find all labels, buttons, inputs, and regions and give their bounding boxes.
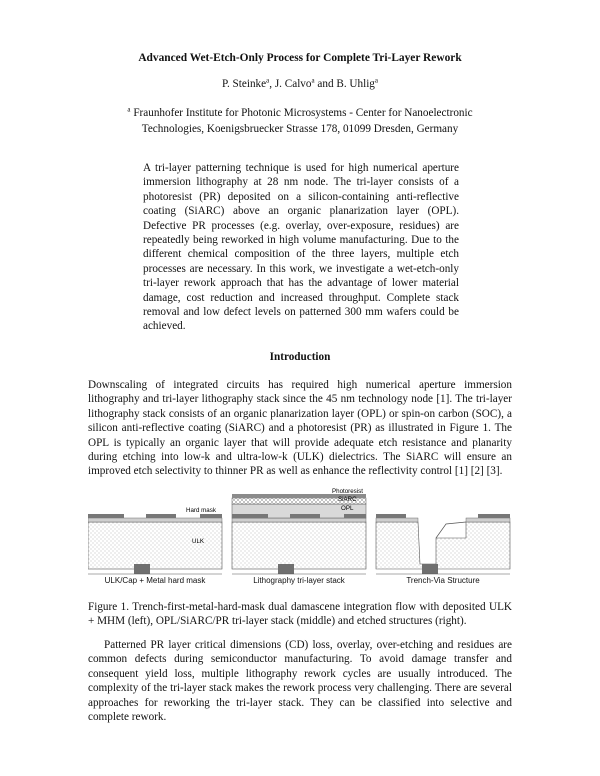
affiliation-mark: a [374,76,379,85]
ulk-layer [88,522,222,569]
hardmask-block [146,514,176,518]
cap-layer [376,518,418,522]
panel-ulk-hardmask [88,507,222,574]
cap-layer [232,518,366,522]
panel-trilayer-stack [232,488,366,574]
panel-caption-ulk: ULK/Cap + Metal hard mask [104,576,206,585]
hardmask-block [88,514,124,518]
label-siarc: SiARC [338,496,357,503]
label-ulk: ULK [192,538,205,545]
author-name: P. Steinke [221,78,267,90]
panel-trench-via [376,514,510,574]
affiliation-line-1: Fraunhofer Institute for Photonic Microsystems - Center for Nanoelectronic [130,107,473,119]
hardmask-block [344,514,366,518]
author-list [0,78,600,90]
affiliation [100,106,500,137]
figure-1-caption: Figure 1. Trench-first-metal-hard-mask dual damascene integration flow with deposited ULK + MHM (left), OPL/SiARC/PR tri-layer stack (middle) and etched structures (right). [88,601,512,628]
panel-caption-trilayer: Lithography tri-layer stack [253,576,345,585]
affiliation-mark: a [311,76,315,85]
label-hardmask: Hard mask [186,507,216,514]
hardmask-block [376,514,406,518]
hardmask-block [200,514,222,518]
affiliation-mark: a [127,105,131,114]
author-name: B. Uhlig [336,78,375,90]
etched-ulk [376,522,510,569]
trench-edge [436,522,466,538]
paper-title: Advanced Wet-Etch-Only Process for Complete Tri-Layer Rework [138,52,462,64]
figure-1 [88,486,512,590]
section-heading-introduction: Introduction [269,351,331,363]
hardmask-block [290,514,320,518]
author-name: J. Calvo [274,78,312,90]
metal-contact [134,564,150,574]
author-separator: and [314,78,337,90]
affiliation-line-2: Technologies, Koenigsbruecker Strasse 178, 01099 Dresden, Germany [141,122,459,135]
hardmask-block [232,514,268,518]
affiliation-mark: a [266,76,270,85]
figure-1-diagram [88,486,512,590]
ulk-layer [232,522,366,569]
cap-layer [88,518,222,522]
metal-contact [278,564,294,574]
author-separator: , [269,78,275,90]
label-opl: OPL [341,505,354,512]
metal-contact [422,564,438,574]
label-photoresist: Photoresist [332,488,363,495]
abstract: A tri-layer patterning technique is used for high numerical aperture immersion lithography at 28 nm node. The tri-layer consists of a photoresist (PR) deposited on a silicon-containing anti-reflective coating (SiARC) above an organic planarization layer (OPL). Defective PR processes (e.g. overlay, over-exposure, residues) are repeatedly being reworked in high volume manufacturing. Due to the different chemical composition of the three layers, multiple etch processes are necessary. In this work, we investigate a wet-etch-only tri-layer rework approach that has the advantage of lower material damage, cost reduction and increased throughput. Complete stack removal and low defect levels on patterned 300 mm wafers could be achieved. [143,162,459,333]
hardmask-block [478,514,510,518]
panel-caption-trench-via: Trench-Via Structure [406,576,480,585]
intro-paragraph-1: Downscaling of integrated circuits has required high numerical aperture immersion lithography and tri-layer lithography stack since the 45 nm technology node [1]. The tri-layer lithography stack consists of an organic planarization layer (OPL) or spin-on carbon (SOC), a silicon anti-reflective coating (SiARC) and a photoresist (PR) as illustrated in Figure 1. The OPL is typically an organic layer that will provide adequate etch resistance and planarity during etching into low-k and ultra-low-k (ULK) dielectrics. The SiARC will ensure an improved etch selectivity to thinner PR as well as enhance the reflectivity control [1] [2] [3]. [88,379,512,478]
cap-layer [466,518,510,522]
intro-paragraph-2: Patterned PR layer critical dimensions (CD) loss, overlay, over-etching and residues are common defects during semiconductor manufacturing. To avoid damage transfer and consequent yield loss, multiple lithography rework cycles are usually introduced. The complexity of the tri-layer stack makes the rework process very challenging. There are several approaches for reworking the tri-layer stack. They can be classified into selective and complete rework. [88,639,512,724]
